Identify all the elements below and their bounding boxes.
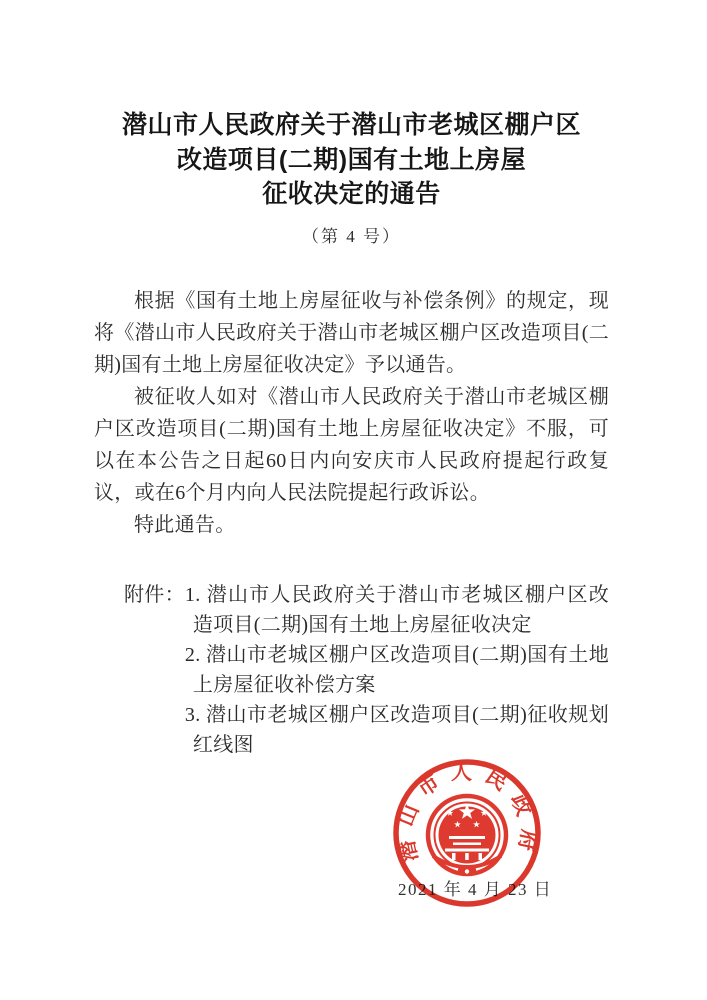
attachments-label: 附件： bbox=[124, 584, 185, 606]
paragraph-closing: 特此通告。 bbox=[134, 514, 236, 536]
title-line-3: 征收决定的通告 bbox=[262, 180, 441, 208]
attachment-item-3: 3. 潜山市老城区棚户区改造项目(二期)征收规划红线图 bbox=[184, 704, 609, 756]
notice-title bbox=[94, 108, 609, 212]
seal-arc-text: 潜山市人民政府 bbox=[392, 759, 542, 864]
title-line-2: 改造项目(二期)国有土地上房屋 bbox=[176, 145, 527, 174]
notice-body bbox=[94, 285, 609, 541]
attachment-item-1: 1. 潜山市人民政府关于潜山市老城区棚户区改造项目(二期)国有土地上房屋征收决定 bbox=[184, 584, 609, 636]
attachments-list bbox=[185, 580, 609, 760]
attachments-section bbox=[124, 580, 609, 760]
attachment-item-2: 2. 潜山市老城区棚户区改造项目(二期)国有土地上房屋征收补偿方案 bbox=[184, 644, 609, 696]
title-line-1: 潜山市人民政府关于潜山市老城区棚户区 bbox=[121, 111, 581, 139]
paragraph-appeal-rights: 被征收人如对《潜山市人民政府关于潜山市老城区棚户区改造项目(二期)国有土地上房屋征收决定》不服，可以在本公告之日起60日内向安庆市人民政府提起行政复议，或在6个月内向人民法院提起行政诉讼。 bbox=[94, 386, 609, 504]
paragraph-basis: 根据《国有土地上房屋征收与补偿条例》的规定，现将《潜山市人民政府关于潜山市老城区棚户区改造项目(二期)国有土地上房屋征收决定》予以通告。 bbox=[94, 290, 609, 376]
official-seal bbox=[389, 755, 545, 911]
doc-number: （第 4 号） bbox=[302, 227, 401, 246]
issue-date: 2021 年 4 月 23 日 bbox=[398, 880, 553, 899]
national-emblem-icon bbox=[428, 796, 506, 876]
